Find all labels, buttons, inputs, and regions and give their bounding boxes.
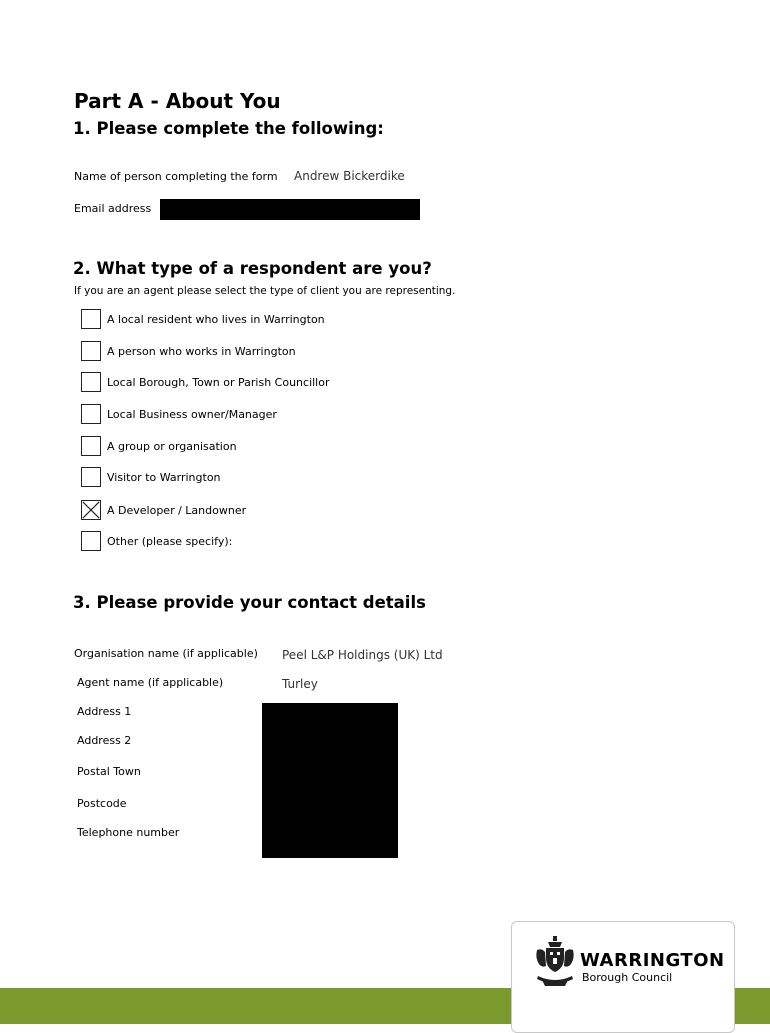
contact-details-redacted[interactable]	[262, 703, 398, 858]
checkbox[interactable]	[81, 404, 101, 424]
option-developer-landowner[interactable]	[81, 499, 246, 521]
option-group-organisation[interactable]	[81, 435, 237, 457]
checkbox[interactable]	[81, 372, 101, 392]
section-3-title: 3. Please provide your contact details	[73, 593, 426, 612]
option-label: A local resident who lives in Warrington	[107, 312, 325, 326]
checkbox[interactable]	[81, 467, 101, 487]
section-1-title: 1. Please complete the following:	[73, 119, 384, 138]
email-label: Email address	[74, 202, 152, 215]
option-business-owner[interactable]	[81, 403, 277, 425]
checkbox[interactable]	[81, 531, 101, 551]
checkbox[interactable]	[81, 436, 101, 456]
option-label: A person who works in Warrington	[107, 344, 296, 358]
org-field[interactable]: Peel L&P Holdings (UK) Ltd	[282, 648, 443, 662]
option-visitor[interactable]	[81, 466, 221, 488]
section-2-title: 2. What type of a respondent are you?	[73, 259, 432, 278]
logo-sub-text: Borough Council	[582, 971, 673, 984]
agent-field[interactable]: Turley	[282, 677, 318, 691]
checkbox-checked[interactable]	[81, 500, 101, 520]
checkbox[interactable]	[81, 341, 101, 361]
option-label: Local Business owner/Manager	[107, 407, 277, 421]
name-label: Name of person completing the form	[74, 170, 278, 183]
town-label: Postal Town	[77, 765, 141, 778]
name-field[interactable]: Andrew Bickerdike	[294, 169, 405, 183]
part-title: Part A - About You	[74, 89, 281, 113]
option-label: A Developer / Landowner	[107, 503, 247, 517]
org-label: Organisation name (if applicable)	[74, 647, 258, 660]
option-label: Visitor to Warrington	[107, 470, 221, 484]
option-label: A group or organisation	[107, 439, 237, 453]
postcode-label: Postcode	[77, 797, 127, 810]
council-logo	[511, 921, 735, 1033]
crest-icon	[534, 936, 576, 988]
option-works-in-warrington[interactable]	[81, 340, 296, 362]
option-other[interactable]	[81, 530, 232, 552]
checkbox[interactable]	[81, 309, 101, 329]
option-label: Other (please specify):	[107, 534, 233, 548]
option-councillor[interactable]	[81, 371, 330, 393]
phone-label: Telephone number	[77, 826, 180, 839]
agent-label: Agent name (if applicable)	[77, 676, 224, 689]
section-2-subtitle: If you are an agent please select the type of client you are representing.	[74, 285, 456, 297]
address1-label: Address 1	[77, 705, 132, 718]
address2-label: Address 2	[77, 734, 132, 747]
email-field-redacted[interactable]	[160, 199, 420, 220]
option-label: Local Borough, Town or Parish Councillor	[107, 375, 330, 389]
option-local-resident[interactable]	[81, 308, 325, 330]
logo-main-text: WARRINGTON	[580, 950, 725, 971]
cross-mark-icon	[82, 501, 100, 519]
